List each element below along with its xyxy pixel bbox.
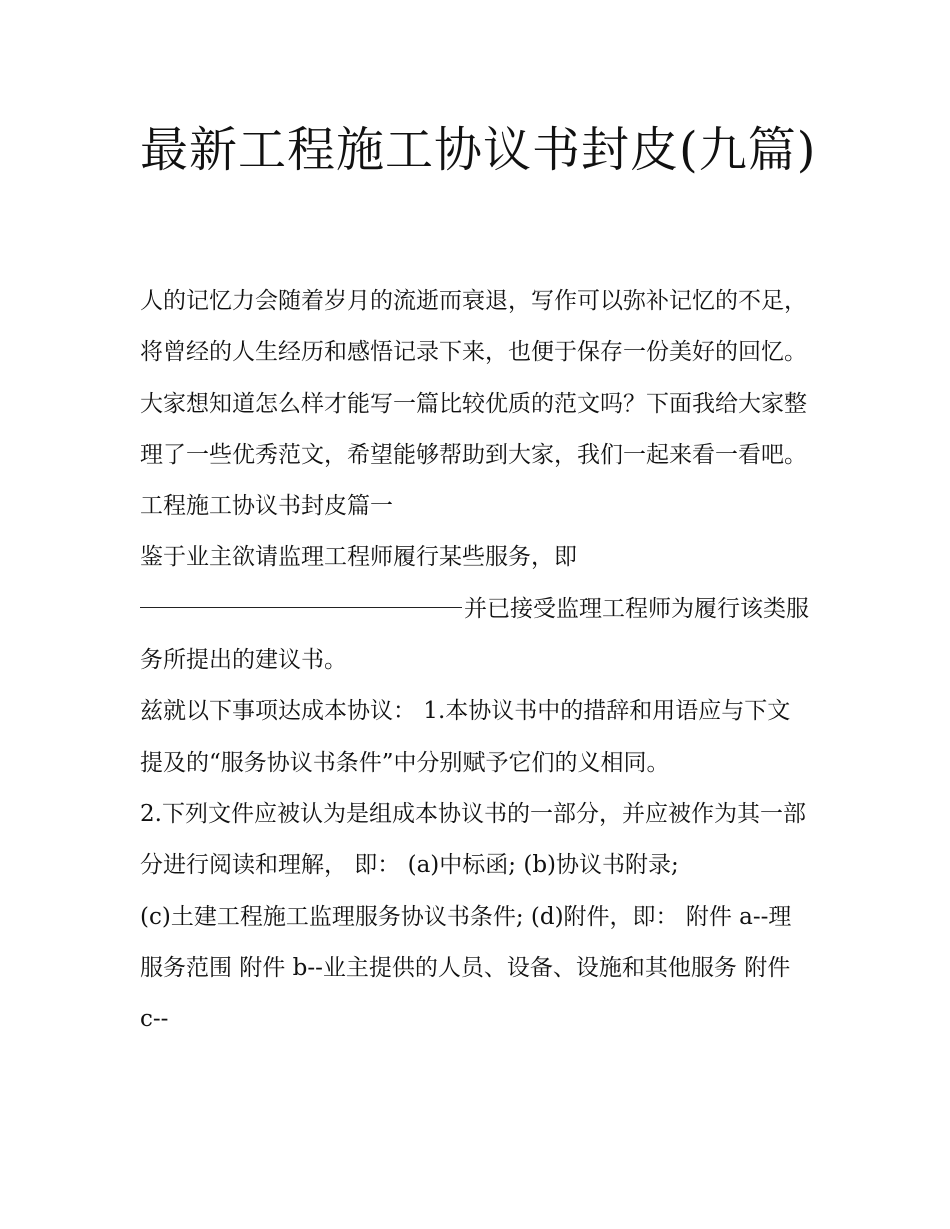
paragraph-blank-text: 并已接受监理工程师为履行该类服务所提出的建议书。 (140, 595, 809, 674)
document-title: 最新工程施工协议书封皮(九篇) (140, 122, 817, 178)
paragraph-attachments: (c)土建工程施工监理服务协议书条件; (d)附件，即： 附件 a--理服务范围 附件 b--业主提供的人员、设备、设施和其他服务 附件 c-- (140, 903, 792, 1033)
paragraph-preamble: 鉴于业主欲请监理工程师履行某些服务，即 (140, 544, 577, 571)
intro-paragraph: 人的记忆力会随着岁月的流逝而衰退，写作可以弥补记忆的不足，将曾经的人生经历和感悟记录下来，也便于保存一份美好的回忆。大家想知道怎么样才能写一篇比较优质的范文吗？下面我给大家整理了一些优秀范文，希望能够帮助到大家，我们一起来看一看吧。 (140, 288, 807, 468)
section-heading: 工程施工协议书封皮篇一 (140, 493, 393, 520)
document-body (140, 276, 812, 1045)
fill-in-blank (140, 577, 462, 608)
paragraph-documents: 2.下列文件应被认为是组成本协议书的一部分，并应被作为其一部分进行阅读和理解， 即： (a)中标函; (b)协议书附录; (140, 800, 806, 879)
paragraph-agreement: 兹就以下事项达成本协议： 1.本协议书中的措辞和用语应与下文提及的“服务协议书条件”中分别赋予它们的义相同。 (140, 698, 791, 776)
paragraph-blank-line (140, 584, 812, 687)
